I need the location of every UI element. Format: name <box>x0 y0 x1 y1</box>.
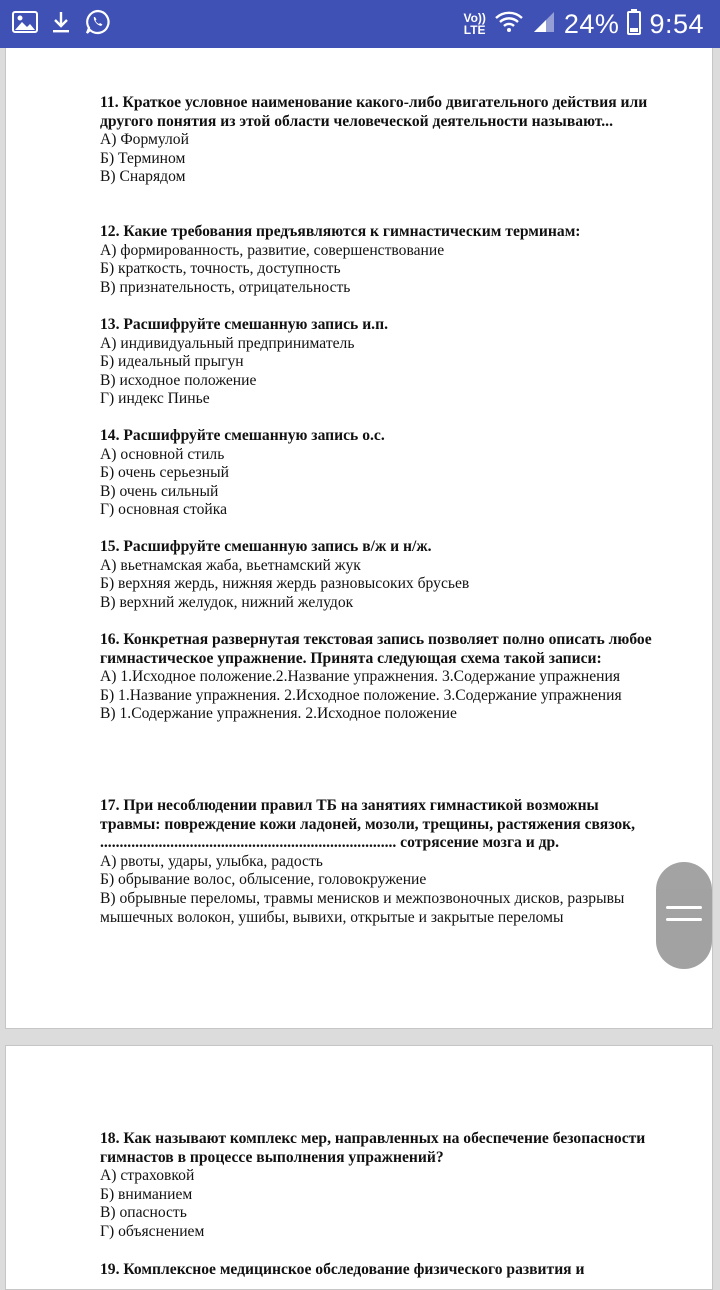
image-icon <box>12 11 38 38</box>
answer-option: Г) индекс Пинье <box>100 390 210 408</box>
question-title: 15. Расшифруйте смешанную запись в/ж и н/ж. <box>100 538 432 555</box>
answer-option: В) обрывные переломы, травмы менисков и межпозвоночных дисков, разрывы мышечных волокон, ушибы, вывихи, открытые и закрытые переломы <box>100 889 625 926</box>
answer-option: А) вьетнамская жаба, вьетнамский жук <box>100 556 361 574</box>
answer-option: А) 1.Исходное положение.2.Название упражнения. 3.Содержание упражнения <box>100 668 621 686</box>
question-16 <box>100 631 660 724</box>
answer-option: А) страховкой <box>100 1167 195 1185</box>
question-15 <box>100 538 660 612</box>
grip-line-icon <box>666 906 702 909</box>
answer-option: Б) 1.Название упражнения. 2.Исходное положение. 3.Содержание упражнения <box>100 686 622 704</box>
volte-indicator <box>463 12 485 36</box>
answer-option: Б) вниманием <box>100 1185 193 1203</box>
answer-option: В) Снарядом <box>100 168 186 186</box>
fast-scroll-handle[interactable] <box>656 862 712 969</box>
answer-option: Г) основная стойка <box>100 501 227 519</box>
question-17 <box>100 797 660 927</box>
grip-line-icon <box>666 918 702 921</box>
question-title: 11. Краткое условное наименование какого-либо двигательного действия или другого понятия из этой области человеческой деятельности называют... <box>100 94 648 130</box>
answer-option: Б) Термином <box>100 149 186 167</box>
answer-option: В) верхний желудок, нижний желудок <box>100 593 354 611</box>
whatsapp-icon <box>84 8 112 41</box>
answer-option: В) 1.Содержание упражнения. 2.Исходное положение <box>100 705 457 723</box>
question-title: 19. Комплексное медицинское обследование физического развития и <box>100 1261 585 1278</box>
volte-label: Vo)) <box>463 11 486 25</box>
question-11 <box>100 94 660 187</box>
question-13 <box>100 316 660 409</box>
question-title: 13. Расшифруйте смешанную запись и.п. <box>100 316 388 333</box>
download-icon <box>50 10 72 39</box>
question-title: 16. Конкретная развернутая текстовая запись позволяет полно описать любое гимнастическое упражнение. Принята следующая схема такой записи: <box>100 631 652 667</box>
answer-option: А) основной стиль <box>100 445 225 463</box>
question-title: 12. Какие требования предъявляются к гимнастическим терминам: <box>100 223 581 240</box>
clock: 9:54 <box>649 8 704 39</box>
answer-option: В) очень сильный <box>100 482 219 500</box>
answer-option: Б) очень серьезный <box>100 464 229 482</box>
answer-option: А) Формулой <box>100 131 189 149</box>
question-12 <box>100 223 660 297</box>
answer-option: В) опасность <box>100 1204 187 1222</box>
answer-option: Б) идеальный прыгун <box>100 353 244 371</box>
answer-option: Б) краткость, точность, доступность <box>100 260 341 278</box>
answer-option: Б) верхняя жердь, нижняя жердь разновысоких брусьев <box>100 575 470 593</box>
notification-icons <box>12 0 112 48</box>
answer-option: А) индивидуальный предприниматель <box>100 334 355 352</box>
answer-option: Г) объяснением <box>100 1222 205 1240</box>
answer-option: В) исходное положение <box>100 371 257 389</box>
answer-option: А) рвоты, удары, улыбка, радость <box>100 852 323 870</box>
signal-icon <box>532 10 556 39</box>
answer-option: А) формированность, развитие, совершенствование <box>100 241 445 259</box>
question-title: 17. При несоблюдении правил ТБ на занятиях гимнастикой возможны травмы: повреждение кожи ладоней, мозоли, трещины, растяжения связок, ............................................................................ сотрясение мозга и др. <box>100 797 636 852</box>
battery-icon <box>627 9 641 40</box>
answer-option: Б) обрывание волос, облысение, головокружение <box>100 871 427 889</box>
answer-option: В) признательность, отрицательность <box>100 278 351 296</box>
question-14 <box>100 427 660 520</box>
question-18 <box>100 1130 660 1242</box>
lte-label: LTE <box>463 23 486 37</box>
question-title: 14. Расшифруйте смешанную запись о.с. <box>100 427 385 444</box>
wifi-icon <box>494 10 524 39</box>
question-19 <box>100 1261 660 1280</box>
question-title: 18. Как называют комплекс мер, направленных на обеспечение безопасности гимнастов в процессе выполнения упражнений? <box>100 1130 646 1166</box>
battery-percent: 24% <box>563 8 620 39</box>
system-status <box>463 0 704 48</box>
status-bar <box>0 0 720 48</box>
